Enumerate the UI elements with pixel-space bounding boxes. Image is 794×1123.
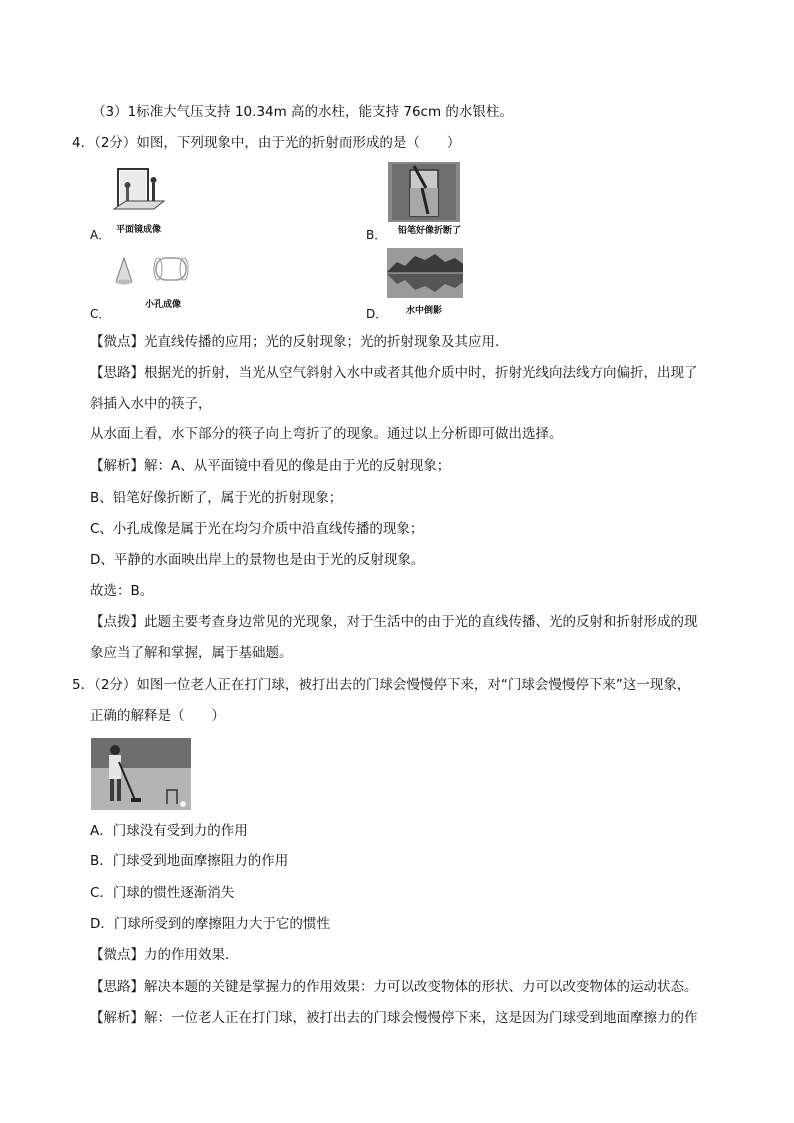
q4-jiexi-line-2: B、铅笔好像折断了，属于光的折射现象； <box>90 490 343 506</box>
q4-jiexi-line-4: D、平静的水面映出岸上的景物也是由于光的反射现象。 <box>90 552 425 568</box>
question-4-stem: 4．（2分）如图，下列现象中，由于光的折射而形成的是（ ） <box>72 135 461 151</box>
figure-gateball-player <box>91 738 191 814</box>
q5-option-a: A．门球没有受到力的作用 <box>90 823 248 839</box>
question-5-stem-line-2: 正确的解释是（ ） <box>90 708 225 724</box>
q5-option-c: C．门球的惯性逐渐消失 <box>90 885 235 901</box>
q4-dianbo-line-1: 【点拨】此题主要考查身边常见的光现象，对于生活中的由于光的直线传播、光的反射和折射形成的现 <box>90 614 698 630</box>
option-c-label: C． <box>90 307 111 321</box>
q5-weidian: 【微点】力的作用效果． <box>90 947 239 963</box>
q5-silu: 【思路】解决本题的关键是掌握力的作用效果：力可以改变物体的形状、力可以改变物体的运动状态。 <box>90 979 698 995</box>
q5-option-b: B．门球受到地面摩擦阻力的作用 <box>90 853 289 869</box>
q4-weidian: 【微点】光直线传播的应用；光的反射现象；光的折射现象及其应用． <box>90 334 509 350</box>
q4-jiexi-line-3: C、小孔成像是属于光在均匀介质中沿直线传播的现象； <box>90 521 424 537</box>
q4-silu-line-3: 从水面上看，水下部分的筷子向上弯折了的现象。通过以上分析即可做出选择。 <box>90 426 563 442</box>
caption-pinhole: 小孔成像 <box>145 300 182 310</box>
option-d-label: D． <box>366 307 388 321</box>
question-5-stem-line-1: 5．（2分）如图一位老人正在打门球，被打出去的门球会慢慢停下来，对“门球会慢慢停下来”这一现象， <box>72 677 691 693</box>
figure-pinhole <box>114 254 194 290</box>
caption-bent-pencil: 铅笔好像折断了 <box>398 226 462 236</box>
q5-option-d: D．门球所受到的摩擦阻力大于它的惯性 <box>90 916 330 932</box>
figure-water-reflection <box>387 248 463 302</box>
q4-dianbo-line-2: 象应当了解和掌握，属于基础题。 <box>90 645 293 661</box>
figure-bent-pencil <box>388 162 460 226</box>
q4-jiexi-line-1: 【解析】解：A、从平面镜中看见的像是由于光的反射现象； <box>90 458 451 474</box>
caption-water-reflection: 水中倒影 <box>406 306 443 316</box>
option-b-label: B． <box>366 228 387 242</box>
q4-silu-line-1: 【思路】根据光的折射，当光从空气斜射入水中或者其他介质中时，折射光线向法线方向偏折，出现了 <box>90 365 698 381</box>
q4-answer: 故选：B。 <box>90 583 154 599</box>
q4-silu-line-2: 斜插入水中的筷子， <box>90 396 212 412</box>
caption-plane-mirror: 平面镜成像 <box>116 225 162 235</box>
q5-jiexi: 【解析】解：一位老人正在打门球，被打出去的门球会慢慢停下来，这是因为门球受到地面摩擦力的作 <box>90 1010 698 1026</box>
option-a-label: A． <box>90 228 111 242</box>
figure-plane-mirror <box>112 165 170 221</box>
previous-answer-line: （3）1标准大气压支持 10.34m 高的水柱，能支持 76cm 的水银柱。 <box>92 104 513 120</box>
